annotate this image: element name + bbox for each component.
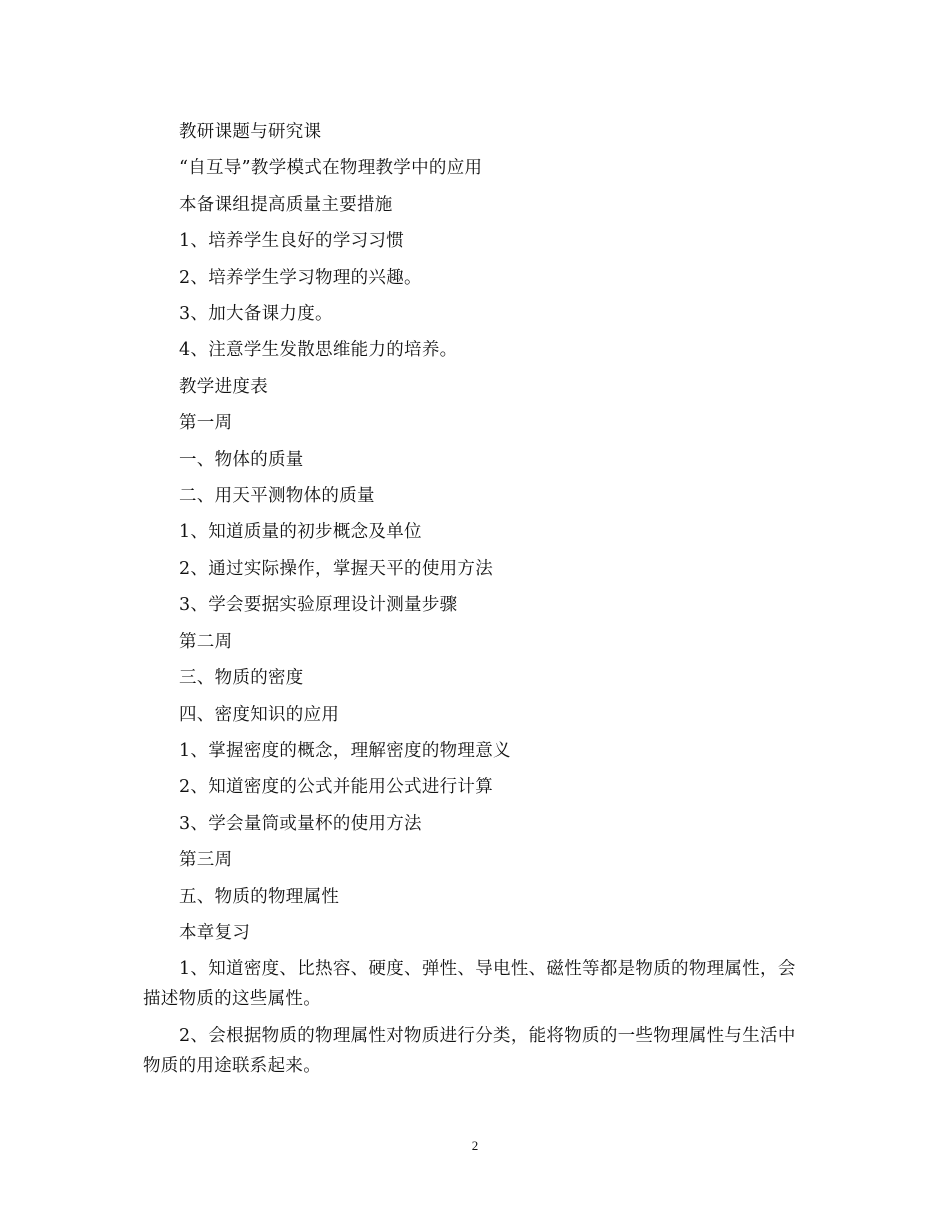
- paragraph-17: 四、密度知识的应用: [179, 704, 340, 725]
- paragraph-3: 本备课组提高质量主要措施: [179, 194, 393, 215]
- paragraph-25: 2、会根据物质的物理属性对物质进行分类，能将物质的一些物理属性与生活中物质的用途联系起来。: [143, 1025, 796, 1076]
- paragraph-6: 3、加大备课力度。: [179, 304, 333, 325]
- paragraph-4: 1、培养学生良好的学习习惯: [179, 231, 405, 252]
- paragraph-16: 三、物质的密度: [179, 668, 304, 689]
- paragraph-1: 教研课题与研究课: [179, 122, 322, 142]
- paragraph-9: 第一周: [179, 413, 233, 434]
- document-body: [143, 114, 808, 1084]
- paragraph-13: 2、通过实际操作，掌握天平的使用方法: [179, 558, 494, 579]
- paragraph-14: 3、学会要据实验原理设计测量步骤: [179, 595, 458, 616]
- paragraph-11: 二、用天平测物体的质量: [179, 486, 375, 507]
- paragraph-23: 本章复习: [179, 922, 251, 943]
- paragraph-5: 2、培养学生学习物理的兴趣。: [179, 267, 422, 288]
- paragraph-10: 一、物体的质量: [179, 449, 304, 470]
- page-number: 2: [471, 1138, 479, 1153]
- paragraph-21: 第三周: [179, 850, 233, 871]
- paragraph-2: “自互导”教学模式在物理教学中的应用: [179, 158, 483, 179]
- paragraph-19: 2、知道密度的公式并能用公式进行计算: [179, 777, 494, 798]
- paragraph-22: 五、物质的物理属性: [179, 886, 340, 907]
- paragraph-8: 教学进度表: [179, 376, 268, 397]
- paragraph-12: 1、知道质量的初步概念及单位: [179, 522, 422, 543]
- paragraph-18: 1、掌握密度的概念，理解密度的物理意义: [179, 740, 511, 761]
- paragraph-15: 第二周: [179, 631, 233, 652]
- paragraph-24: 1、知道密度、比热容、硬度、弹性、导电性、磁性等都是物质的物理属性，会描述物质的这些属性。: [143, 959, 796, 1010]
- paragraph-7: 4、注意学生发散思维能力的培养。: [179, 340, 458, 361]
- paragraph-20: 3、学会量筒或量杯的使用方法: [179, 813, 422, 834]
